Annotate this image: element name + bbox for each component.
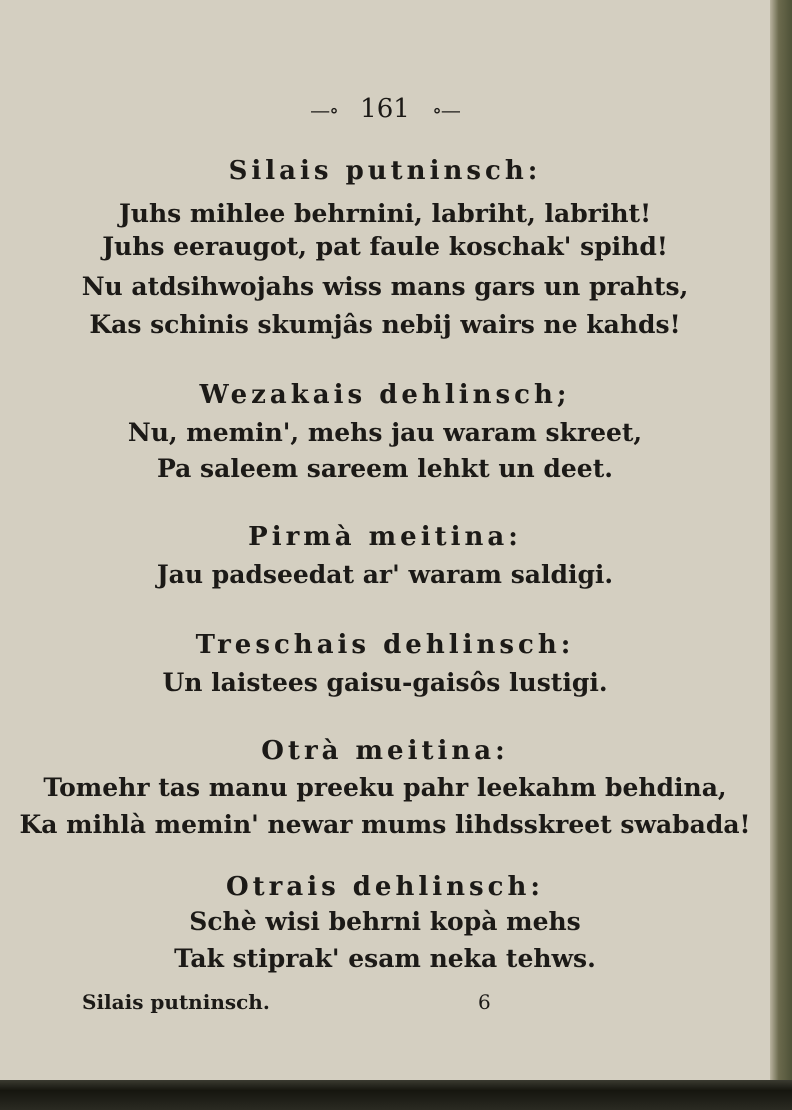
verse-line: Pa saleem sareem lehkt un deet. <box>157 454 613 483</box>
page-header <box>0 94 770 124</box>
book-spine <box>770 0 792 1080</box>
verse-line: Juhs mihlee behrnini, labriht, labriht! <box>118 199 652 228</box>
verse-line: Ka mihlà memin' newar mums lihdsskreet swabada! <box>19 810 751 839</box>
verse-line: Tak stiprak' esam neka tehws. <box>174 944 596 973</box>
footer-sheet-number: 6 <box>478 990 491 1014</box>
header-right-ornament: ∘— <box>432 98 460 122</box>
speaker-heading: Otrà meitina: <box>261 736 509 766</box>
speaker-heading: Treschais dehlinsch: <box>195 630 575 660</box>
page-bottom-edge <box>0 1080 792 1110</box>
verse-line: Tomehr tas manu preeku pahr leekahm behdina, <box>43 773 727 802</box>
verse-line: Schè wisi behrni kopà mehs <box>189 907 581 936</box>
speaker-heading: Pirmà meitina: <box>248 522 522 552</box>
verse-line: Nu atdsihwojahs wiss mans gars un prahts, <box>81 272 689 301</box>
verse-line: Juhs eeraugot, pat faule koschak' spihd! <box>102 232 668 261</box>
verse-line: Nu, memin', mehs jau waram skreet, <box>127 418 643 447</box>
verse-line: Kas schinis skumjâs nebij wairs ne kahds! <box>89 310 681 339</box>
verse-line: Jau padseedat ar' waram saldigi. <box>156 560 614 589</box>
speaker-heading: Wezakais dehlinsch; <box>199 380 571 410</box>
footer-signature: Silais putninsch. <box>82 990 270 1014</box>
page-number: 161 <box>360 94 410 124</box>
speaker-heading: Silais putninsch: <box>228 156 542 186</box>
header-left-ornament: —∘ <box>310 98 338 122</box>
speaker-heading: Otrais dehlinsch: <box>225 872 545 902</box>
verse-line: Un laistees gaisu-gaisôs lustigi. <box>162 668 608 697</box>
